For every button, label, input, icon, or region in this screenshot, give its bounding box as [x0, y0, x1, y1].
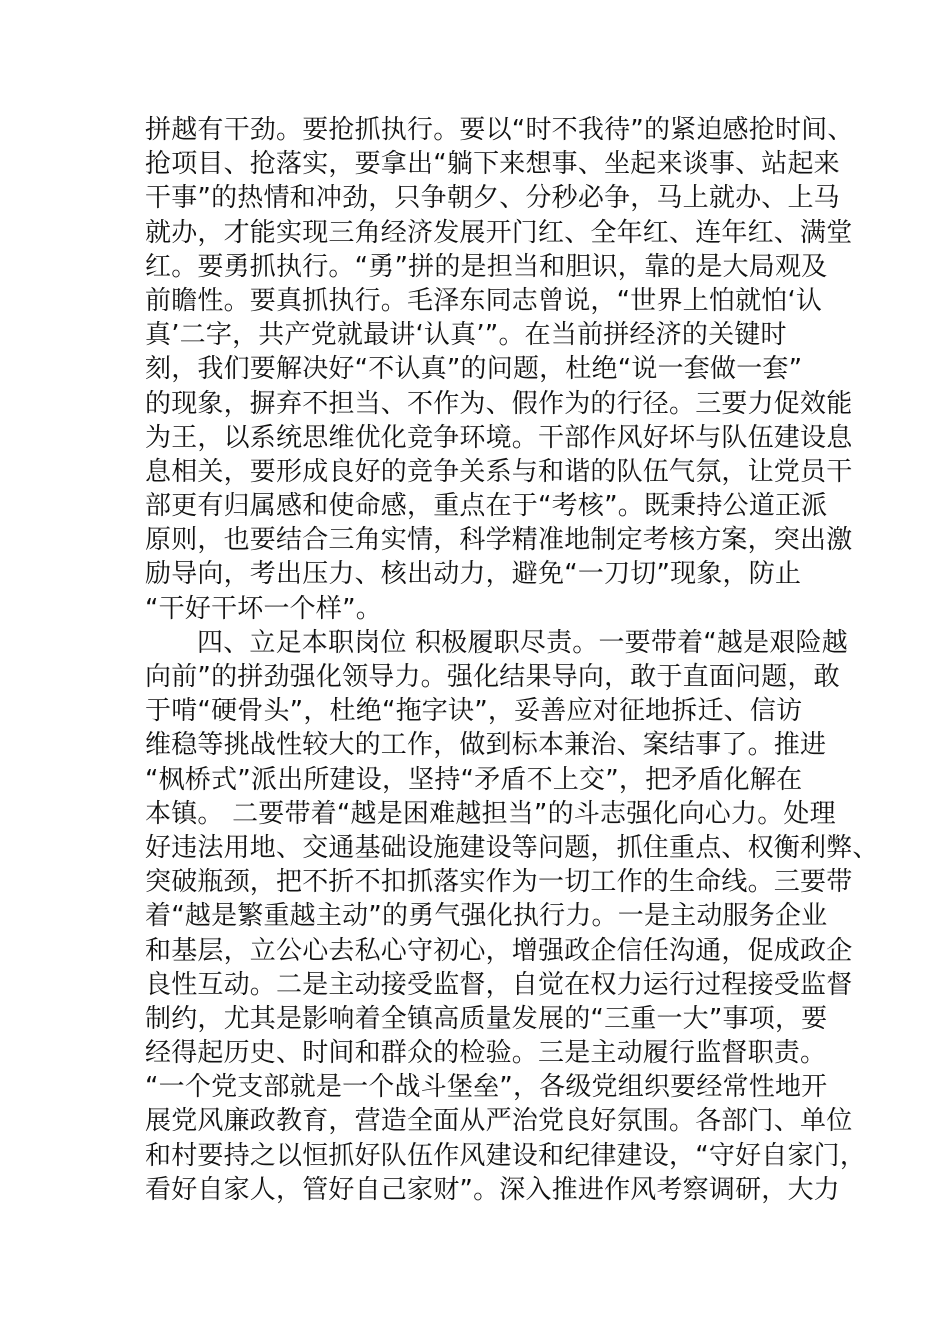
text-line: 干事”的热情和冲劲，只争朝夕、分秒必争，马上就办、上马 [145, 183, 840, 214]
text-line: 红。要勇抓执行。“勇”拼的是担当和胆识，靠的是大局观及 [145, 251, 828, 282]
text-line: 经得起历史、时间和群众的检验。三是主动履行监督职责。 [145, 1038, 827, 1069]
text-line: 制约，尤其是影响着全镇高质量发展的“三重一大”事项，要 [145, 1003, 828, 1034]
text-line: “干好干坏一个样”。 [145, 593, 382, 624]
text-line: 就办，才能实现三角经济发展开门红、全年红、连年红、满堂 [145, 217, 853, 248]
section-four-heading-line: 四、立足本职岗位 积极履职尽责。一要带着“越是艰险越 [197, 627, 848, 658]
text-line: 为王，以系统思维优化竞争环境。干部作风好坏与队伍建设息 [145, 422, 853, 453]
text-line: 展党风廉政教育，营造全面从严治党良好氛围。各部门、单位 [145, 1106, 853, 1137]
text-line: 突破瓶颈，把不折不扣抓落实作为一切工作的生命线。三要带 [145, 867, 853, 898]
text-line: 着“越是繁重越主动”的勇气强化执行力。一是主动服务企业 [145, 901, 828, 932]
text-line: “一个党支部就是一个战斗堡垒”，各级党组织要经常性地开 [145, 1072, 828, 1103]
text-line: 看好自家人，管好自己家财”。深入推进作风考察调研，大力 [145, 1174, 840, 1205]
text-line: 好违法用地、交通基础设施建设等问题，抓住重点、权衡利弊、 [145, 832, 879, 863]
text-line: 向前”的拼劲强化领导力。强化结果导向，敢于直面问题，敢 [145, 662, 840, 692]
text-line: 真’二字，共产党就最讲‘认真’”。在当前拼经济的关键时 [145, 320, 787, 351]
text-line: 和村要持之以恒抓好队伍作风建设和纪律建设，“守好自家门， [145, 1140, 867, 1171]
text-line: 励导向，考出压力、核出动力，避免“一刀切”现象，防止 [145, 559, 802, 590]
body-text [145, 113, 879, 1207]
text-line: 维稳等挑战性较大的工作，做到标本兼治、案结事了。推进 [145, 730, 827, 761]
text-line: 本镇。 二要带着“越是困难越担当”的斗志强化向心力。处理 [145, 798, 836, 829]
text-line: 拼越有干劲。要抢抓执行。要以“时不我待”的紧迫感抢时间、 [145, 115, 854, 145]
text-line: 前瞻性。要真抓执行。毛泽东同志曾说，“世界上怕就怕‘认 [145, 285, 823, 316]
text-line: 和基层，立公心去私心守初心，增强政企信任沟通，促成政企 [145, 935, 853, 966]
text-line: 刻，我们要解决好“不认真”的问题，杜绝“说一套做一套” [145, 354, 803, 385]
text-line: 息相关，要形成良好的竞争关系与和谐的队伍气氛，让党员干 [145, 456, 853, 487]
text-line: 抢项目、抢落实，要拿出“躺下来想事、坐起来谈事、站起来 [145, 149, 840, 180]
text-line: 于啃“硬骨头”，杜绝“拖字诀”，妥善应对征地拆迁、信访 [145, 696, 803, 727]
text-line: “枫桥式”派出所建设，坚持“矛盾不上交”，把矛盾化解在 [145, 764, 803, 795]
text-line: 的现象，摒弃不担当、不作为、假作为的行径。三要力促效能 [145, 388, 853, 419]
text-line: 良性互动。二是主动接受监督，自觉在权力运行过程接受监督 [145, 969, 853, 1000]
text-line: 原则，也要结合三角实情，科学精准地制定考核方案，突出激 [145, 525, 853, 556]
text-line: 部更有归属感和使命感，重点在于“考核”。既秉持公道正派 [145, 491, 828, 522]
